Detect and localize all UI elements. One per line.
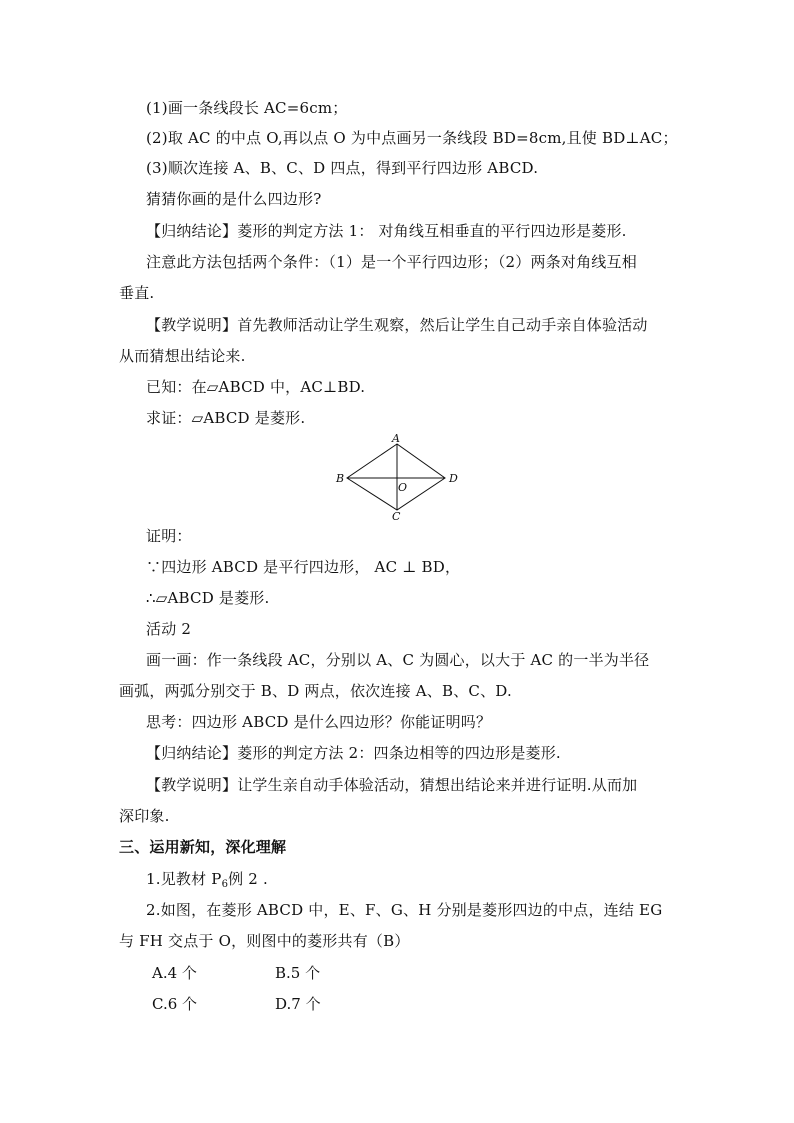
option-c: C.6 个	[152, 995, 198, 1013]
label-a: A	[392, 432, 400, 445]
step-3: (3)顺次连接 A、B、C、D 四点，得到平行四边形 ABCD.	[146, 159, 539, 177]
note-line-2: 垂直.	[119, 284, 155, 302]
rhombus-figure	[330, 432, 465, 522]
prove-statement: 求证：▱ABCD 是菱形.	[146, 409, 306, 427]
teaching-note-2-line-2: 深印象.	[119, 807, 170, 825]
label-o: O	[398, 481, 408, 494]
think-question: 思考：四边形 ABCD 是什么四边形？你能证明吗？	[146, 713, 492, 731]
option-d: D.7 个	[275, 995, 321, 1013]
note-line-1: 注意此方法包括两个条件：（1）是一个平行四边形；（2）两条对角线互相	[146, 253, 637, 271]
given-statement: 已知：在▱ABCD 中，AC⊥BD.	[146, 378, 366, 396]
rhombus-outline	[347, 444, 445, 510]
activity-2-line-2: 画弧，两弧分别交于 B、D 两点，依次连接 A、B、C、D.	[119, 682, 512, 700]
label-b: B	[336, 472, 345, 485]
conclusion-1: 【归纳结论】菱形的判定方法 1： 对角线互相垂直的平行四边形是菱形.	[146, 222, 627, 240]
proof-line-2: ∴▱ABCD 是菱形.	[146, 589, 270, 607]
proof-line-1: ∵四边形 ABCD 是平行四边形， AC ⊥ BD，	[146, 558, 461, 576]
label-c: C	[392, 510, 401, 522]
option-a: A.4 个	[152, 964, 197, 982]
activity-2-title: 活动 2	[146, 620, 192, 638]
step-2: (2)取 AC 的中点 O,再以点 O 为中点画另一条线段 BD=8cm,且使 BD⊥AC；	[146, 129, 678, 147]
step-1: (1)画一条线段长 AC=6cm；	[146, 99, 348, 117]
exercise-2-line-2: 与 FH 交点于 O，则图中的菱形共有（B）	[119, 932, 410, 950]
section-3-heading: 三、运用新知，深化理解	[119, 838, 287, 856]
exercise-2-line-1: 2.如图，在菱形 ABCD 中，E、F、G、H 分别是菱形四边的中点，连结 EG	[146, 901, 663, 919]
exercise-1-suffix: 例 2 .	[228, 870, 268, 888]
teaching-note-2-line-1: 【教学说明】让学生亲自动手体验活动，猜想出结论来并进行证明.从而加	[146, 776, 638, 794]
exercise-1-subscript: 6	[221, 879, 229, 890]
proof-title: 证明：	[146, 527, 192, 545]
conclusion-2: 【归纳结论】菱形的判定方法 2：四条边相等的四边形是菱形.	[146, 744, 561, 762]
label-d: D	[449, 472, 458, 485]
teaching-note-1-line-2: 从而猜想出结论来.	[119, 347, 246, 365]
teaching-note-1-line-1: 【教学说明】首先教师活动让学生观察，然后让学生自己动手亲自体验活动	[146, 316, 648, 334]
option-b: B.5 个	[275, 964, 321, 982]
exercise-1-text: 1.见教材 P	[146, 870, 222, 888]
activity-2-line-1: 画一画：作一条线段 AC，分别以 A、C 为圆心，以大于 AC 的一半为半径	[146, 651, 650, 669]
guess-question: 猜猜你画的是什么四边形?	[146, 190, 322, 208]
exercise-1	[146, 869, 268, 895]
